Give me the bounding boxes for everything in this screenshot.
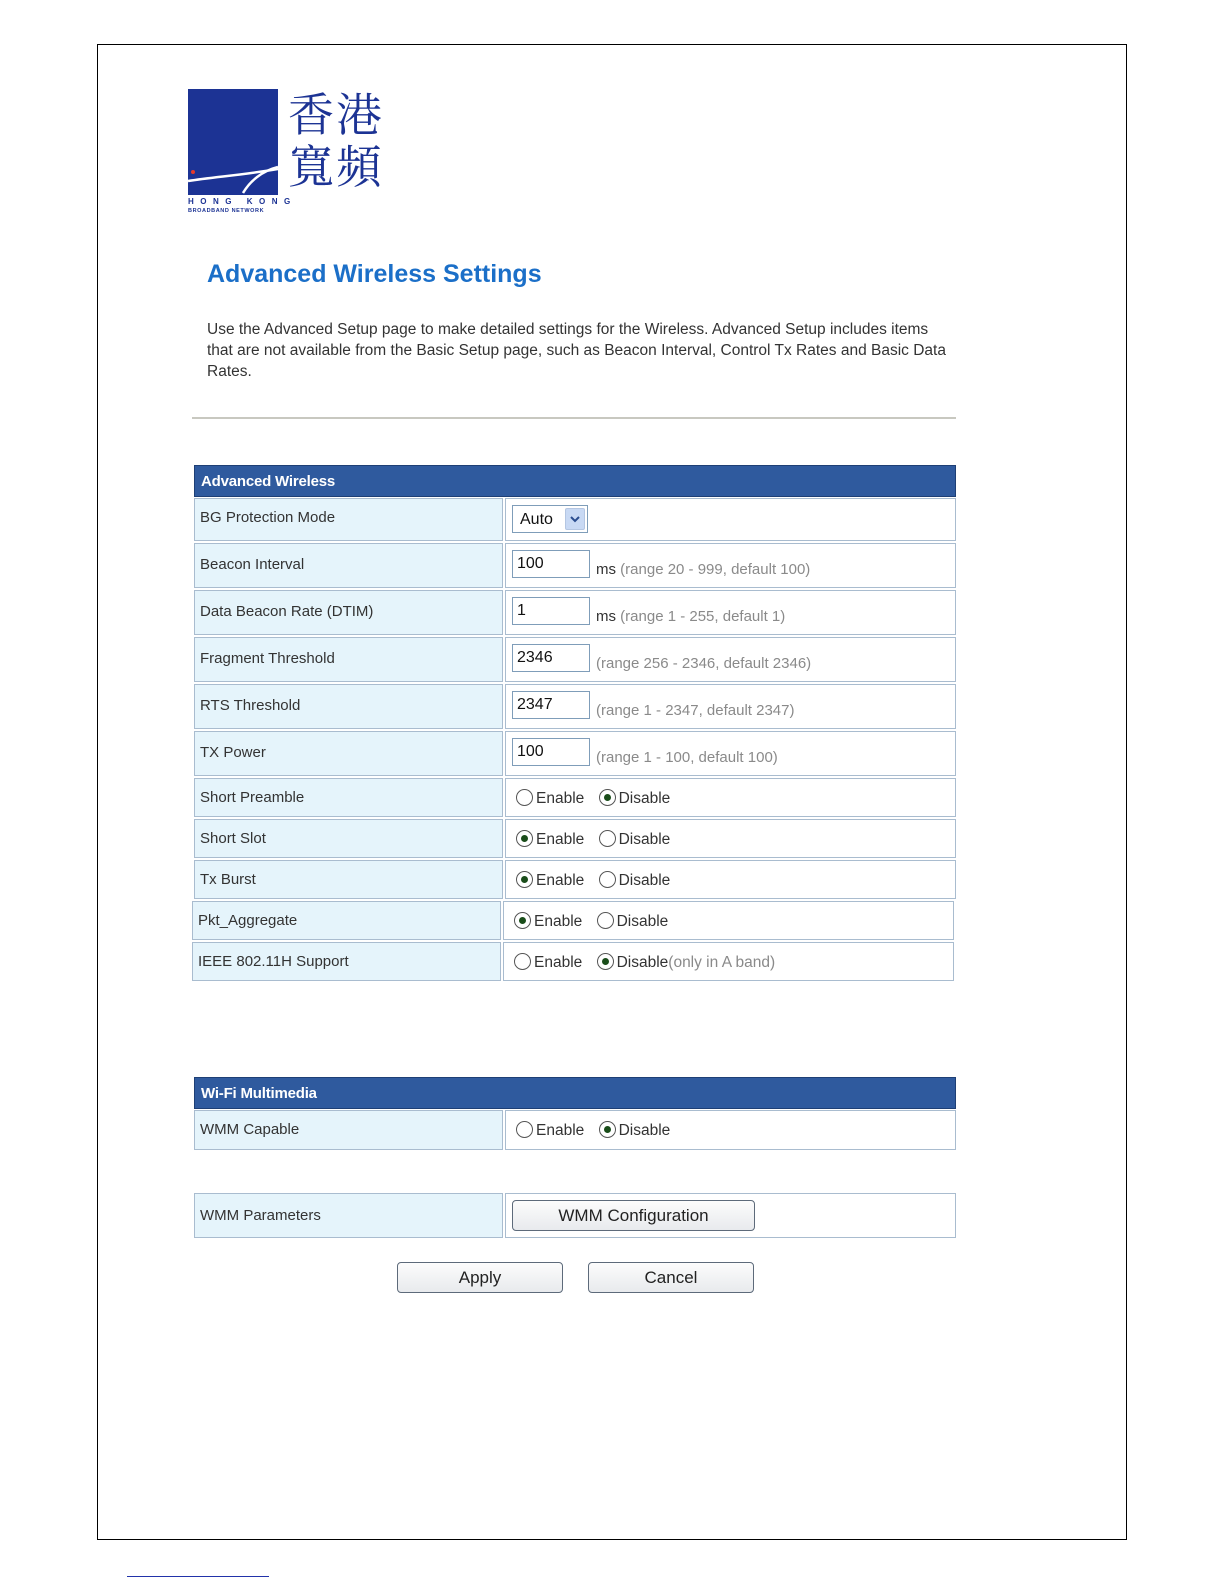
wifi-multimedia-header: Wi-Fi Multimedia xyxy=(194,1077,956,1109)
short-slot-disable[interactable] xyxy=(599,831,671,848)
logo-chinese-line1: 香港 xyxy=(288,88,384,142)
fragment-threshold-label: Fragment Threshold xyxy=(194,637,503,682)
logo-english-line2: BROADBAND NETWORK xyxy=(188,208,265,214)
beacon-interval-hint: (range 20 - 999, default 100) xyxy=(620,561,811,578)
ieee80211h-disable[interactable] xyxy=(597,954,776,971)
logo-english-line1: HONG KONG xyxy=(188,197,297,206)
tx-burst-enable[interactable] xyxy=(516,872,584,889)
beacon-interval-cell xyxy=(505,543,956,588)
fragment-threshold-hint: (range 256 - 2346, default 2346) xyxy=(596,655,812,672)
short-preamble-disable-label: Disable xyxy=(618,790,671,807)
wmm-configuration-button[interactable]: WMM Configuration xyxy=(512,1200,755,1231)
rts-threshold-input[interactable] xyxy=(512,691,590,719)
bg-protection-select[interactable] xyxy=(512,505,588,533)
beacon-interval-label: Beacon Interval xyxy=(194,543,503,588)
radio-off-icon[interactable] xyxy=(597,912,614,929)
tx-power-input[interactable] xyxy=(512,738,590,766)
short-slot-enable-label: Enable xyxy=(536,831,585,848)
pkt-aggregate-disable-label: Disable xyxy=(616,913,669,930)
ieee80211h-enable[interactable] xyxy=(514,954,582,971)
wmm-parameters-label: WMM Parameters xyxy=(194,1193,503,1238)
radio-off-icon[interactable] xyxy=(514,953,531,970)
logo-swoosh-icon xyxy=(188,89,278,195)
rts-threshold-hint: (range 1 - 2347, default 2347) xyxy=(596,702,795,719)
bg-protection-value: Auto xyxy=(520,511,553,528)
pkt-aggregate-disable[interactable] xyxy=(597,913,669,930)
ieee80211h-cell xyxy=(503,942,954,981)
short-preamble-cell xyxy=(505,778,956,817)
page-title: Advanced Wireless Settings xyxy=(207,260,542,288)
wmm-capable-disable-label: Disable xyxy=(618,1122,671,1139)
wmm-capable-disable[interactable] xyxy=(599,1122,671,1139)
tx-power-label: TX Power xyxy=(194,731,503,776)
short-slot-disable-label: Disable xyxy=(618,831,671,848)
cancel-button[interactable]: Cancel xyxy=(588,1262,754,1293)
ieee80211h-note: (only in A band) xyxy=(668,954,776,971)
tx-power-hint: (range 1 - 100, default 100) xyxy=(596,749,778,766)
wmm-capable-cell xyxy=(505,1110,956,1150)
wmm-parameters-cell xyxy=(505,1193,956,1238)
pkt-aggregate-cell xyxy=(503,901,954,940)
apply-button[interactable]: Apply xyxy=(397,1262,563,1293)
pkt-aggregate-enable-label: Enable xyxy=(534,913,583,930)
radio-on-icon[interactable] xyxy=(516,830,533,847)
logo-chinese-line2: 寬頻 xyxy=(288,140,384,194)
tx-burst-cell xyxy=(505,860,956,899)
short-preamble-enable[interactable] xyxy=(516,790,584,807)
short-slot-label: Short Slot xyxy=(194,819,503,858)
beacon-interval-unit: ms xyxy=(596,561,616,578)
advanced-wireless-header: Advanced Wireless xyxy=(194,465,956,497)
tx-burst-label: Tx Burst xyxy=(194,860,503,899)
wmm-capable-label: WMM Capable xyxy=(194,1110,503,1150)
bg-protection-cell xyxy=(505,498,956,541)
radio-on-icon[interactable] xyxy=(599,789,616,806)
radio-off-icon[interactable] xyxy=(516,789,533,806)
radio-on-icon[interactable] xyxy=(597,953,614,970)
short-preamble-enable-label: Enable xyxy=(536,790,585,807)
page-intro: Use the Advanced Setup page to make detailed settings for the Wireless. Advanced Setup includes items that are not available from the Basic Setup page, such as Beacon Interval, Control Tx Rates and Basic Data Rates. xyxy=(207,321,946,380)
radio-on-icon[interactable] xyxy=(516,871,533,888)
ieee80211h-disable-label: Disable xyxy=(616,954,669,971)
logo xyxy=(188,89,393,219)
fragment-threshold-cell xyxy=(505,637,956,682)
logo-block xyxy=(188,89,278,195)
radio-off-icon[interactable] xyxy=(599,871,616,888)
beacon-interval-input[interactable] xyxy=(512,550,590,578)
chevron-down-icon[interactable] xyxy=(565,508,585,530)
wmm-capable-enable[interactable] xyxy=(516,1122,584,1139)
dtim-cell xyxy=(505,590,956,635)
tx-power-cell xyxy=(505,731,956,776)
fragment-threshold-input[interactable] xyxy=(512,644,590,672)
ieee80211h-enable-label: Enable xyxy=(534,954,583,971)
dtim-label: Data Beacon Rate (DTIM) xyxy=(194,590,503,635)
rts-threshold-label: RTS Threshold xyxy=(194,684,503,729)
radio-on-icon[interactable] xyxy=(599,1121,616,1138)
short-preamble-label: Short Preamble xyxy=(194,778,503,817)
short-preamble-disable[interactable] xyxy=(599,790,671,807)
dtim-input[interactable] xyxy=(512,597,590,625)
footer-line xyxy=(127,1576,269,1577)
dtim-hint: (range 1 - 255, default 1) xyxy=(620,608,786,625)
rts-threshold-cell xyxy=(505,684,956,729)
radio-off-icon[interactable] xyxy=(599,830,616,847)
wmm-capable-enable-label: Enable xyxy=(536,1122,585,1139)
tx-burst-enable-label: Enable xyxy=(536,872,585,889)
divider xyxy=(192,417,956,419)
radio-off-icon[interactable] xyxy=(516,1121,533,1138)
pkt-aggregate-label: Pkt_Aggregate xyxy=(192,901,501,940)
dtim-unit: ms xyxy=(596,608,616,625)
short-slot-enable[interactable] xyxy=(516,831,584,848)
ieee80211h-label: IEEE 802.11H Support xyxy=(192,942,501,981)
bg-protection-label: BG Protection Mode xyxy=(194,498,503,541)
tx-burst-disable[interactable] xyxy=(599,872,671,889)
logo-chinese xyxy=(288,89,393,195)
beacon-interval-unit-text xyxy=(596,561,810,578)
dtim-unit-text xyxy=(596,608,785,625)
tx-burst-disable-label: Disable xyxy=(618,872,671,889)
radio-on-icon[interactable] xyxy=(514,912,531,929)
pkt-aggregate-enable[interactable] xyxy=(514,913,582,930)
short-slot-cell xyxy=(505,819,956,858)
